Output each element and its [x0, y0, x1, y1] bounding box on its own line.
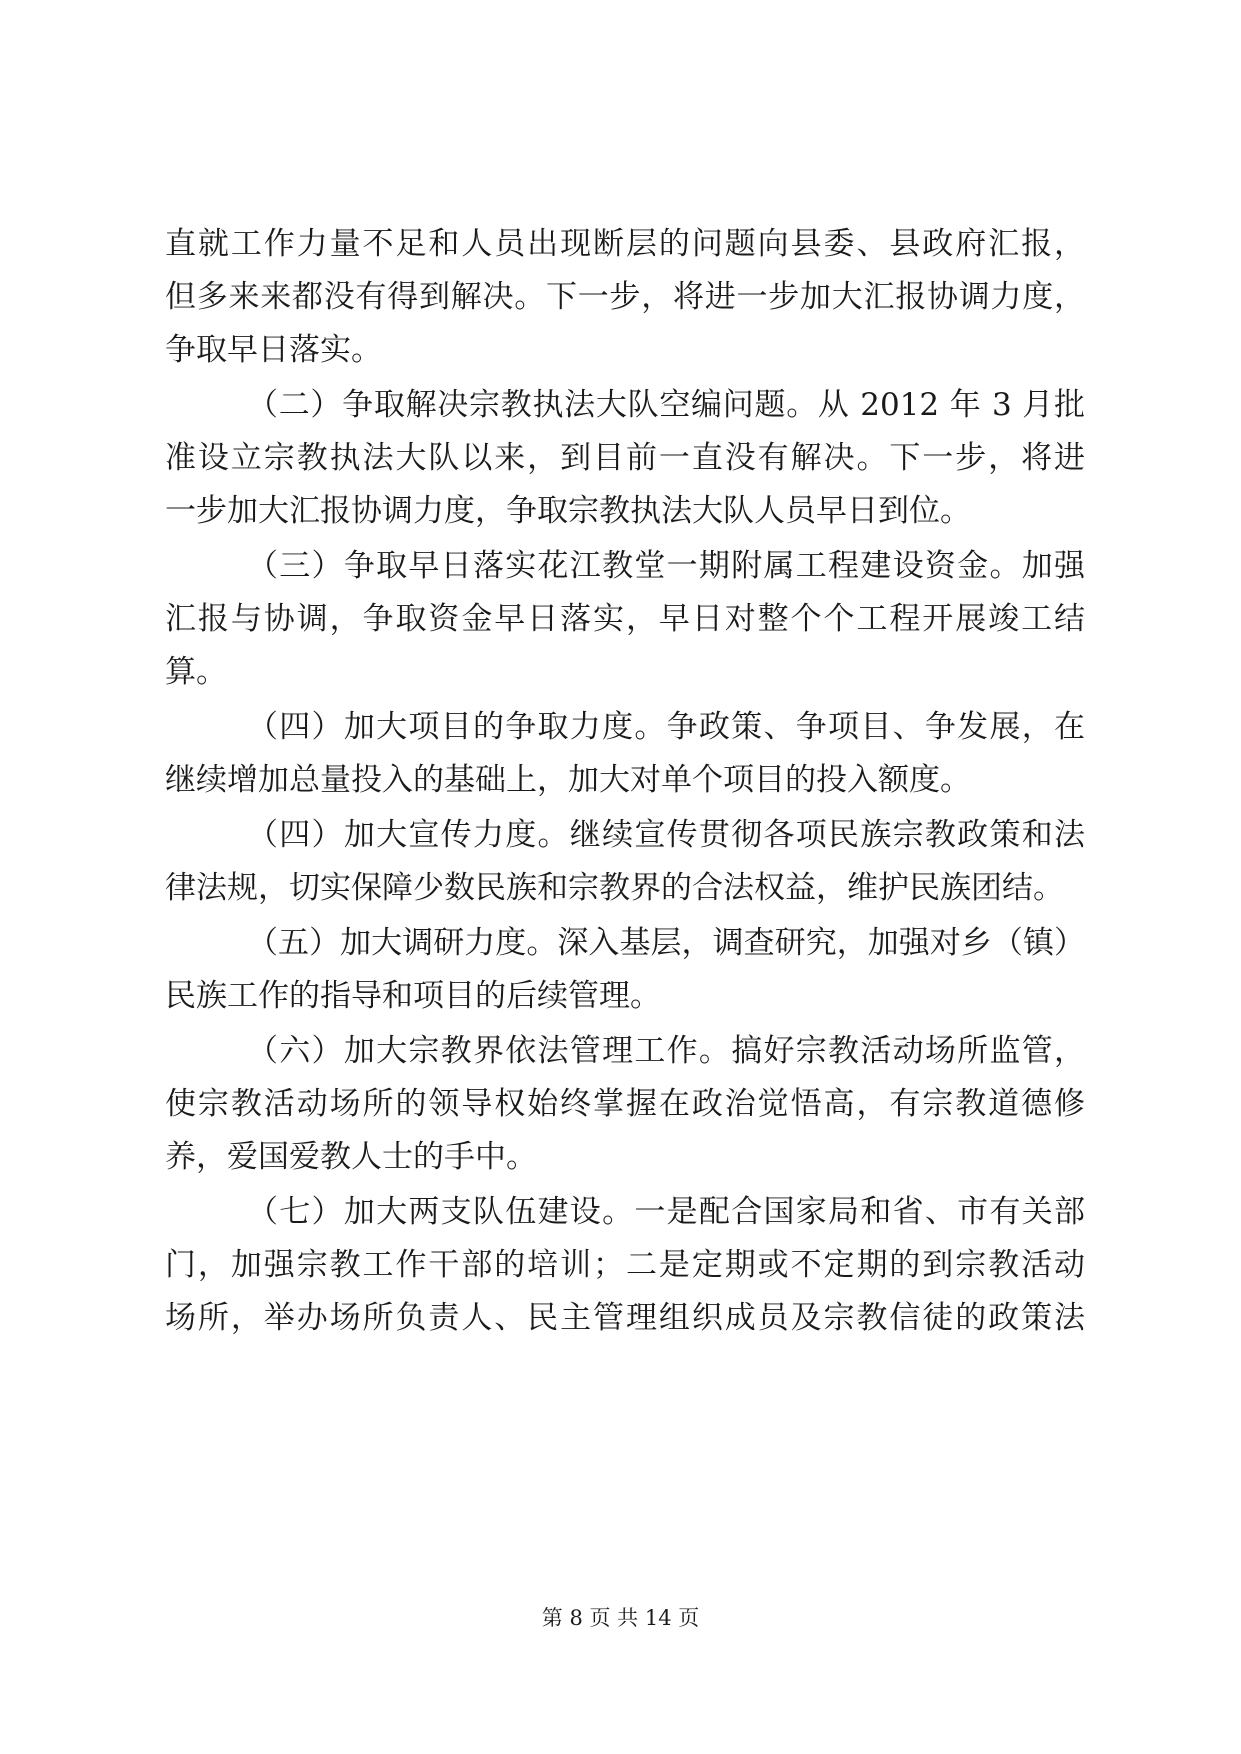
- paragraph-heading-line: （六）加大宗教界依法管理工作。搞好宗教活动场所监管，: [247, 1033, 1085, 1069]
- paragraph-heading-line: （二）争取解决宗教执法大队空编问题。从 2012 年 3 月批: [247, 387, 1085, 423]
- text-line: 直就工作力量不足和人员出现断层的问题向县委、县政府汇报，: [165, 226, 1085, 262]
- text-line: 使宗教活动场所的领导权始终掌握在政治觉悟高，有宗教道德修: [165, 1086, 1085, 1122]
- paragraph-heading-line: （七）加大两支队伍建设。一是配合国家局和省、市有关部: [247, 1194, 1085, 1230]
- text-line: 门，加强宗教工作干部的培训；二是定期或不定期的到宗教活动: [165, 1247, 1085, 1283]
- paragraph-heading-line: （四）加大项目的争取力度。争政策、争项目、争发展，在: [247, 709, 1085, 745]
- paragraph-heading-line: （三）争取早日落实花江教堂一期附属工程建设资金。加强: [247, 548, 1085, 584]
- text-line: 争取早日落实。: [165, 332, 382, 368]
- paragraph-heading-line: （五）加大调研力度。深入基层，调查研究，加强对乡（镇）: [247, 925, 1085, 961]
- text-line: 继续增加总量投入的基础上，加大对单个项目的投入额度。: [165, 762, 971, 798]
- text-line: 但多来来都没有得到解决。下一步，将进一步加大汇报协调力度，: [165, 279, 1085, 315]
- text-line: 场所，举办场所负责人、民主管理组织成员及宗教信徒的政策法: [165, 1300, 1085, 1336]
- text-line: 汇报与协调，争取资金早日落实，早日对整个个工程开展竣工结: [165, 601, 1085, 637]
- text-line: 律法规，切实保障少数民族和宗教界的合法权益，维护民族团结。: [165, 870, 1064, 906]
- text-line: 一步加大汇报协调力度，争取宗教执法大队人员早日到位。: [165, 493, 971, 529]
- text-line: 准设立宗教执法大队以来，到目前一直没有解决。下一步，将进: [165, 440, 1085, 476]
- text-line: 养，爱国爱教人士的手中。: [165, 1139, 537, 1175]
- page-number-footer: 第 8 页 共 14 页: [541, 1606, 700, 1630]
- paragraph-heading-line: （四）加大宣传力度。继续宣传贯彻各项民族宗教政策和法: [247, 817, 1085, 853]
- text-line: 民族工作的指导和项目的后续管理。: [165, 978, 661, 1014]
- text-line: 算。: [165, 654, 227, 690]
